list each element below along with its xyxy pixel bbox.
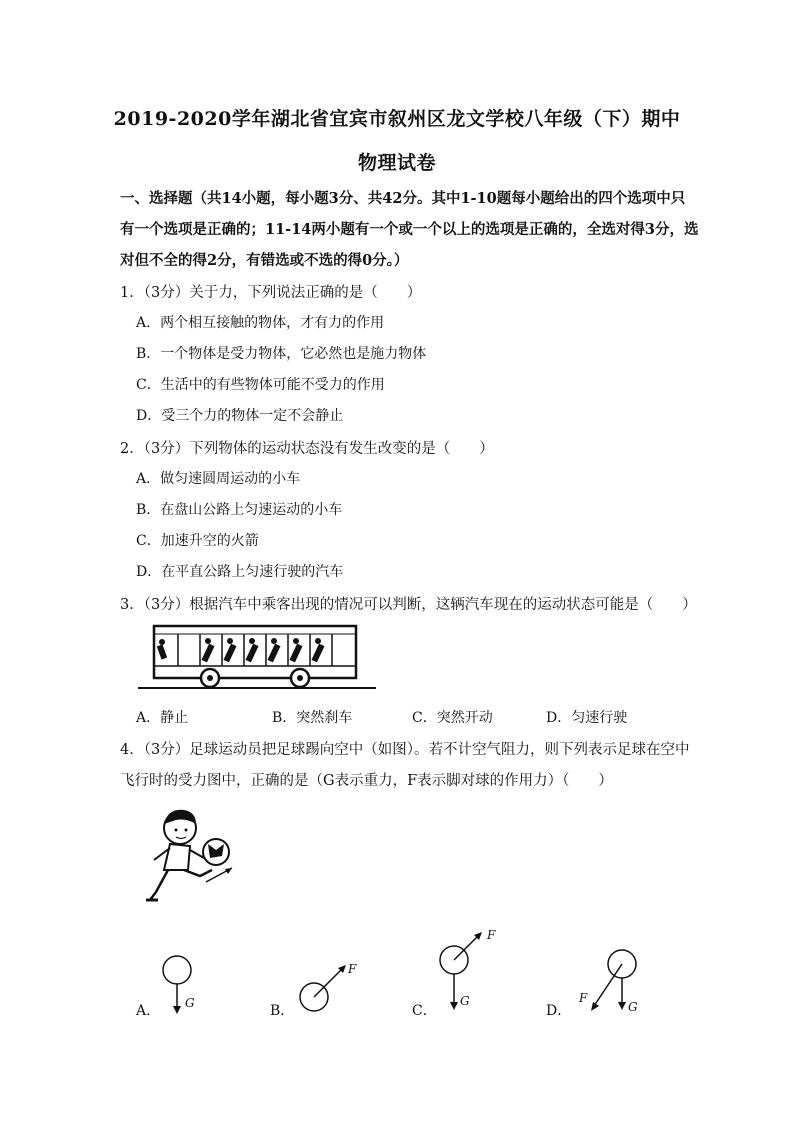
question-4-option-b: B． [270,1003,295,1019]
question-4-stem-line2: 飞行时的受力图中，正确的是（G表示重力，F表示脚对球的作用力）（ ） [120,773,613,789]
diagram-c-label-g: G [460,994,470,1008]
question-1-option-a: A．两个相互接触的物体，才有力的作用 [136,315,385,331]
paper-title-line2: 物理试卷 [357,152,436,174]
paper-title-line1: 2019-2020学年湖北省宜宾市叙州区龙文学校八年级（下）期中 [113,108,681,130]
section1-instructions-line2: 有一个选项是正确的；11-14两小题有一个或一个以上的选项是正确的，全选对得3分，选 [120,221,699,238]
diagram-b-label-f: F [348,962,357,976]
question-1-option-b: B．一个物体是受力物体，它必然也是施力物体 [136,346,427,362]
question-4-option-d: D． [546,1003,572,1019]
force-diagram-d [582,940,652,1020]
question-3-option-b: B．突然刹车 [272,710,353,726]
question-2-option-c: C．加速升空的火箭 [136,533,259,549]
question-1-option-d: D．受三个力的物体一定不会静止 [136,408,344,424]
diagram-c-label-f: F [487,928,496,942]
question-3-option-d: D．匀速行驶 [546,710,628,726]
diagram-d-label-f: F [579,991,588,1005]
question-3-option-a: A．静止 [136,710,189,726]
diagram-a-label-g: G [185,996,195,1010]
question-4-option-c: C． [412,1003,437,1019]
question-2-option-a: A．做匀速圆周运动的小车 [136,471,301,487]
question-4-option-a: A． [136,1003,161,1019]
question-1-stem: 1．（3分）关于力，下列说法正确的是（ ） [120,285,422,301]
section1-instructions-line3: 对但不全的得2分，有错选或不选的得0分。） [120,252,409,269]
bus-figure [138,622,378,694]
question-2-option-b: B．在盘山公路上匀速运动的小车 [136,502,343,518]
question-1-option-c: C．生活中的有些物体可能不受力的作用 [136,377,385,393]
question-4-stem-line1: 4．（3分）足球运动员把足球踢向空中（如图）。若不计空气阻力，则下列表示足球在空中 [120,742,690,758]
question-2-stem: 2．（3分）下列物体的运动状态没有发生改变的是（ ） [120,441,494,457]
question-3-option-c: C．突然开动 [412,710,493,726]
question-3-stem: 3．（3分）根据汽车中乘客出现的情况可以判断，这辆汽车现在的运动状态可能是（ ） [120,597,697,613]
question-2-option-d: D．在平直公路上匀速行驶的汽车 [136,564,344,580]
football-player-figure [136,800,246,910]
diagram-d-label-g: G [628,1000,638,1014]
force-diagram-a [155,952,205,1022]
section1-instructions-line1: 一、选择题（共14小题，每小题3分、共42分。其中1-10题每小题给出的四个选项中只 [120,190,686,207]
